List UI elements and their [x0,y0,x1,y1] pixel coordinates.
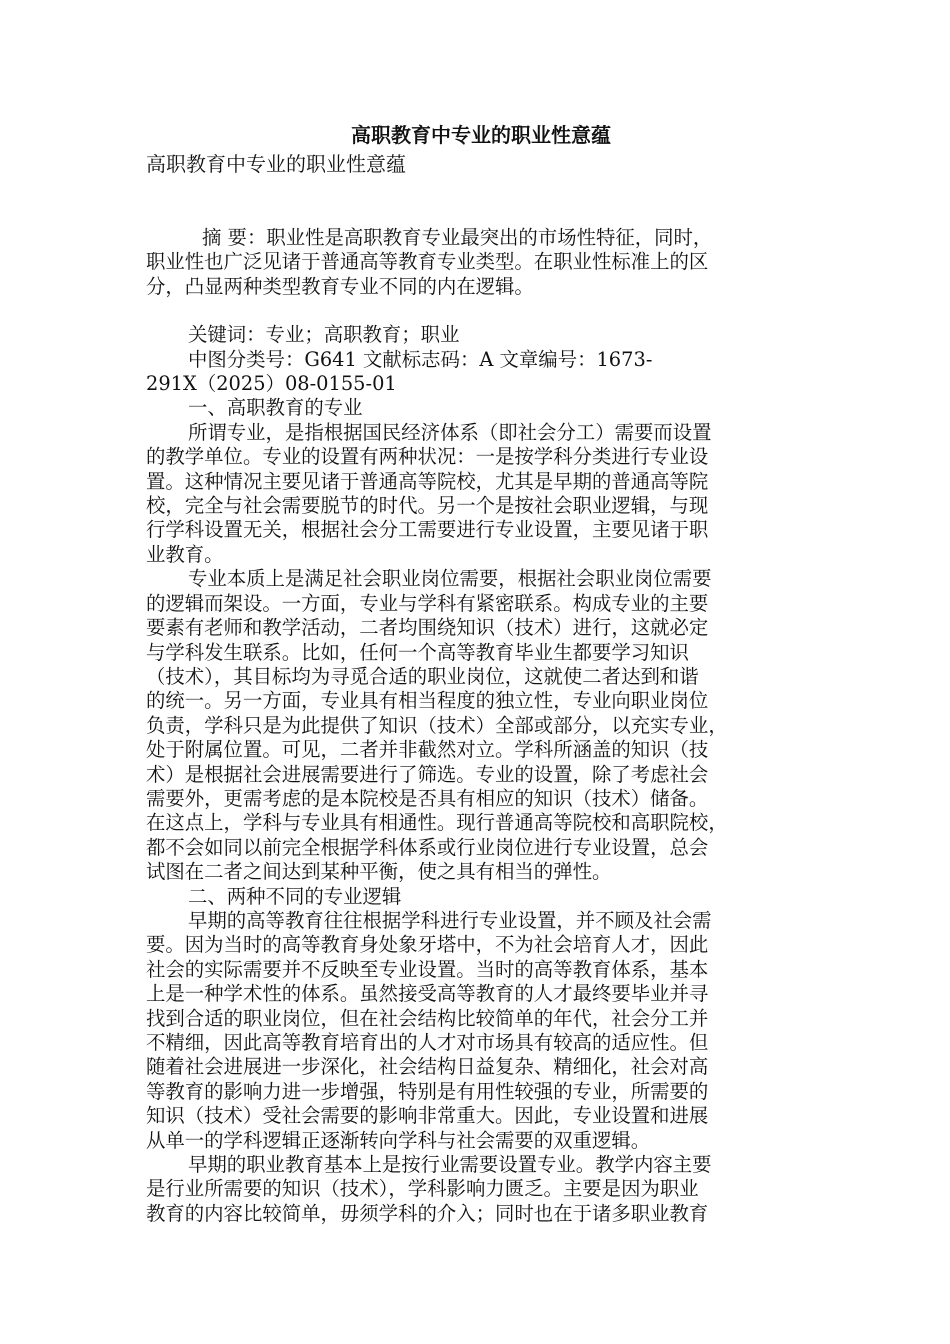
paragraph-line: 是行业所需要的知识（技术），学科影响力匮乏。主要是因为职业 [146,1177,699,1201]
document-title: 高职教育中专业的职业性意蕴 [351,123,611,147]
paragraph-line: 的教学单位。专业的设置有两种状况：一是按学科分类进行专业设 [146,445,709,469]
paragraph-line: 试图在二者之间达到某种平衡，使之具有相当的弹性。 [146,860,612,884]
paragraph-line: 业教育。 [146,542,224,566]
paragraph-line: 专业本质上是满足社会职业岗位需要，根据社会职业岗位需要 [188,567,712,591]
document-page [146,118,806,1226]
paragraph-line: 要。因为当时的高等教育身处象牙塔中，不为社会培育人才，因此 [146,933,709,957]
spacer [146,202,806,226]
paragraph-line: 从单一的学科逻辑正逐渐转向学科与社会需要的双重逻辑。 [146,1128,651,1152]
paragraph-line: 随着社会进展进一步深化，社会结构日益复杂、精细化，社会对高 [146,1055,709,1079]
classification-line: 291X（2025）08-0155-01 [146,372,397,396]
paragraph [146,421,806,567]
paragraph-line: 社会的实际需要并不反映至专业设置。当时的高等教育体系，基本 [146,957,709,981]
abstract-line: 职业性也广泛见诸于普通高等教育专业类型。在职业性标准上的区 [146,250,709,274]
paragraph-line: 的统一。另一方面，专业具有相当程度的独立性，专业向职业岗位 [146,689,709,713]
document-subtitle: 高职教育中专业的职业性意蕴 [146,152,406,176]
classification-line: 中图分类号：G641 文献标志码：A 文章编号：1673- [188,347,653,371]
paragraph-line: 校，完全与社会需要脱节的时代。另一个是按社会职业逻辑，与现 [146,494,709,518]
paragraph [146,909,806,1153]
paragraph-line: 需要外，更需考虑的是本院校是否具有相应的知识（技术）储备。 [146,786,709,810]
abstract-line: 分，凸显两种类型教育专业不同的内在逻辑。 [146,274,534,298]
paragraph-line: 所谓专业，是指根据国民经济体系（即社会分工）需要而设置 [188,420,712,444]
paragraph-line: 不精细，因此高等教育培育出的人才对市场具有较高的适应性。但 [146,1031,709,1054]
paragraph-line: 都不会如同以前完全根据学科体系或行业岗位进行专业设置，总会 [146,835,709,859]
section-heading: 二、两种不同的专业逻辑 [188,884,402,908]
paragraph-line: 等教育的影响力进一步增强，特别是有用性较强的专业，所需要的 [146,1079,709,1103]
paragraph-line: 负责，学科只是为此提供了知识（技术）全部或部分，以充实专业， [146,713,728,737]
paragraph-line: 上是一种学术性的体系。虽然接受高等教育的人才最终要毕业并寻 [146,982,709,1006]
paragraph-line: 在这点上，学科与专业具有相通性。现行普通高等院校和高职院校， [146,811,728,835]
paragraph-line: 与学科发生联系。比如，任何一个高等教育毕业生都要学习知识 [146,640,689,664]
paragraph-line: 的逻辑而架设。一方面，专业与学科有紧密联系。构成专业的主要 [146,591,709,615]
paragraph-line: 置。这种情况主要见诸于普通高等院校，尤其是早期的普通高等院 [146,469,709,493]
paragraph-line: 早期的高等教育往往根据学科进行专业设置，并不顾及社会需 [188,908,712,932]
section-heading: 一、高职教育的专业 [188,396,363,420]
paragraph-line: 找到合适的职业岗位，但在社会结构比较简单的年代，社会分工并 [146,1006,709,1030]
paragraph-line: （技术），其目标均为寻觅合适的职业岗位，这就使二者达到和谐 [146,664,699,688]
spacer [146,299,806,323]
paragraph-line: 要素有老师和教学活动，二者均围绕知识（技术）进行，这就必定 [146,616,709,640]
paragraph [146,1153,806,1226]
paragraph-line: 教育的内容比较简单，毋须学科的介入；同时也在于诸多职业教育 [146,1201,709,1225]
abstract [146,226,806,299]
abstract-line: 摘 要：职业性是高职教育专业最突出的市场性特征，同时， [202,226,713,249]
paragraph-line: 行学科设置无关，根据社会分工需要进行专业设置，主要见诸于职 [146,518,709,542]
paragraph-line: 处于附属位置。可见，二者并非截然对立。学科所涵盖的知识（技 [146,738,709,762]
paragraph-line: 早期的职业教育基本上是按行业需要设置专业。教学内容主要 [188,1153,712,1177]
paragraph [146,567,806,884]
paragraph-line: 术）是根据社会进展需要进行了筛选。专业的设置，除了考虑社会 [146,762,709,786]
keywords: 关键词：专业；高职教育；职业 [188,323,460,347]
paragraph-line: 知识（技术）受社会需要的影响非常重大。因此，专业设置和进展 [146,1104,709,1128]
